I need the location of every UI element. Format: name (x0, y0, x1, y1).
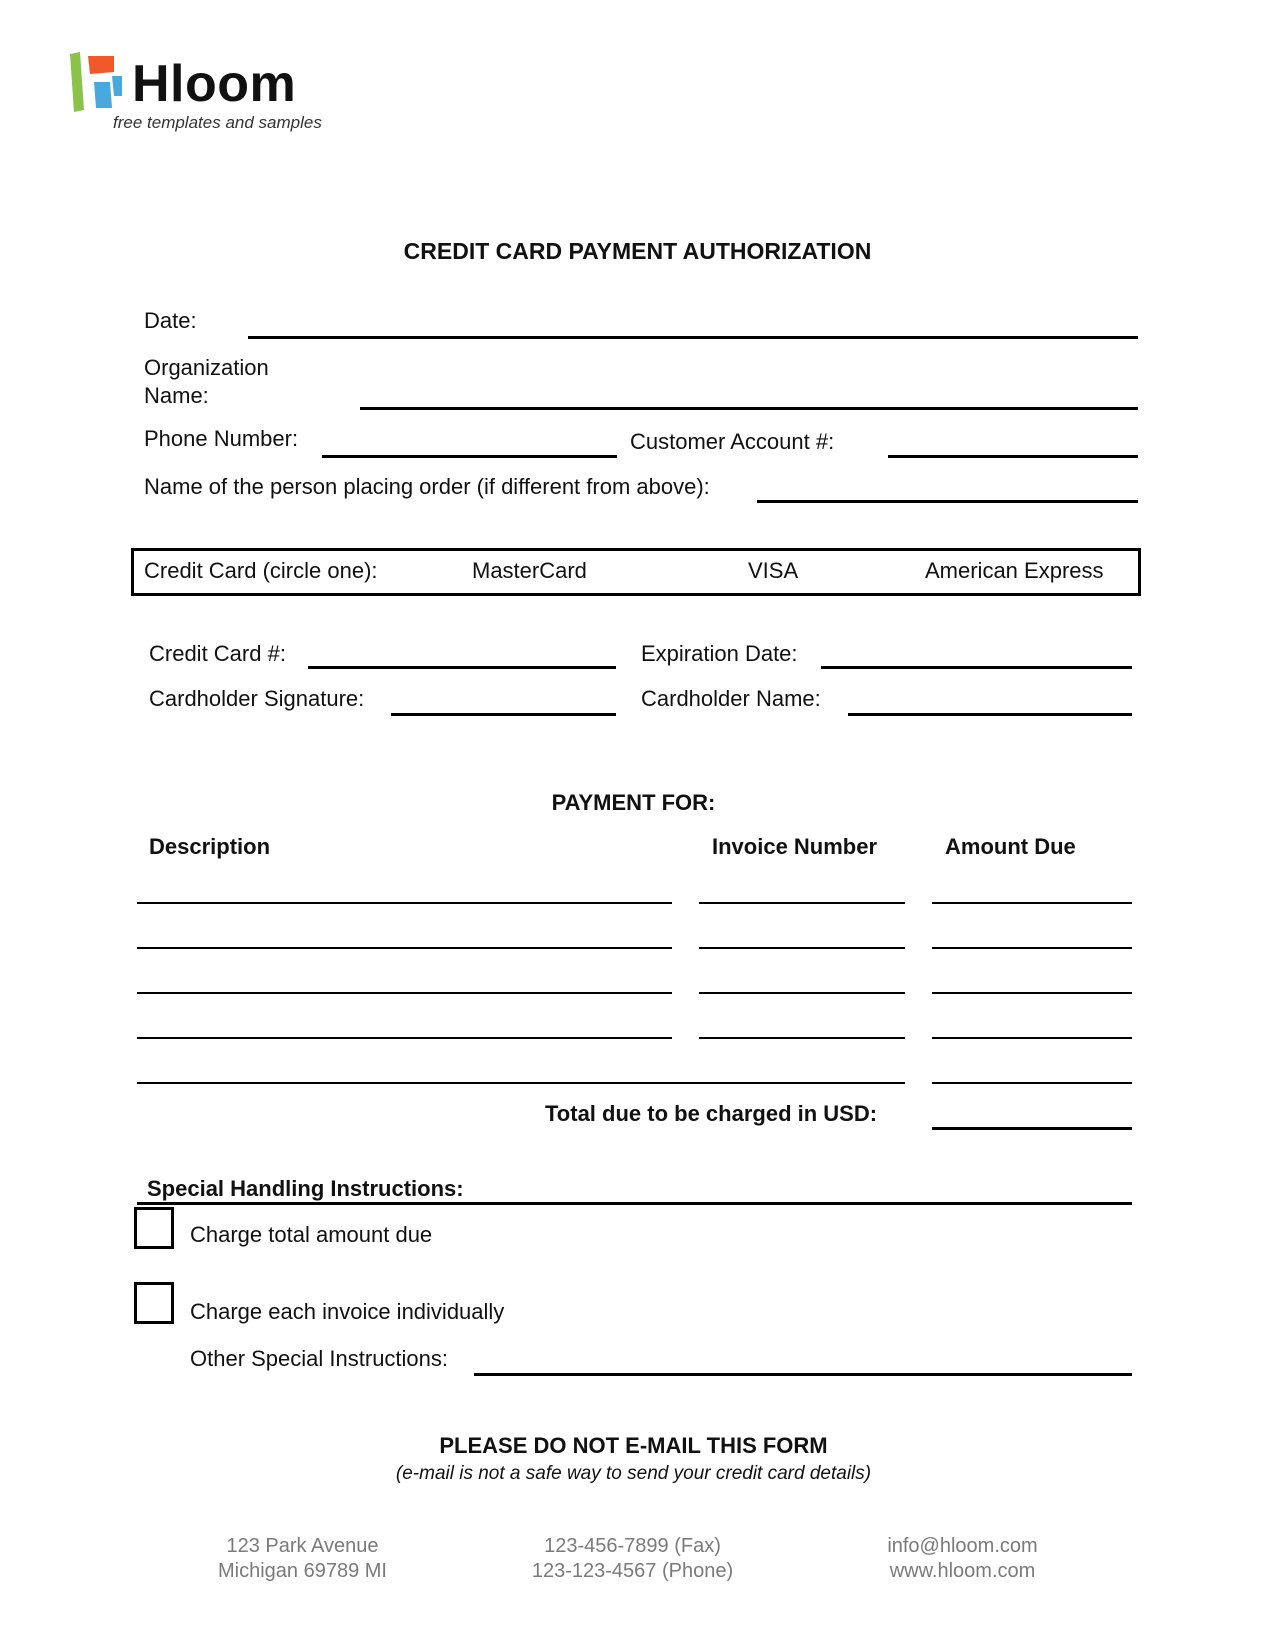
customer-account-label: Customer Account #: (630, 429, 835, 454)
footer-address (150, 1534, 455, 1584)
special-heading: Special Handling Instructions: (147, 1176, 464, 1201)
phone-field[interactable] (322, 455, 617, 458)
other-instructions-label: Other Special Instructions: (190, 1346, 449, 1371)
organization-label-line2: Name: (144, 383, 209, 408)
date-label: Date: (144, 308, 197, 333)
description-line-3[interactable] (137, 992, 672, 994)
total-label: Total due to be charged in USD: (545, 1101, 878, 1126)
charge-total-label: Charge total amount due (190, 1222, 433, 1247)
col-description: Description (149, 834, 271, 859)
special-heading-underline (137, 1202, 1132, 1205)
phone-label: Phone Number: (144, 426, 299, 451)
other-instructions-field[interactable] (474, 1373, 1132, 1376)
charge-each-checkbox[interactable] (134, 1282, 174, 1324)
expiration-field[interactable] (821, 666, 1132, 669)
footer-phone: 123-123-4567 (Phone) (531, 1560, 734, 1582)
footer-email[interactable]: info@hloom.com (887, 1535, 1038, 1557)
date-field[interactable] (248, 336, 1138, 339)
description-line-5[interactable] (137, 1082, 905, 1084)
footer-fax: 123-456-7899 (Fax) (544, 1535, 721, 1557)
cardholder-name-field[interactable] (848, 713, 1132, 716)
amount-line-4[interactable] (932, 1037, 1132, 1039)
charge-total-checkbox[interactable] (134, 1207, 174, 1249)
signature-field[interactable] (391, 713, 616, 716)
amount-line-2[interactable] (932, 947, 1132, 949)
footer-phones (480, 1534, 785, 1584)
footer-website[interactable]: www.hloom.com (889, 1560, 1036, 1582)
card-number-field[interactable] (308, 666, 616, 669)
logo-tagline: free templates and samples (113, 113, 322, 132)
total-field[interactable] (932, 1127, 1132, 1130)
description-line-4[interactable] (137, 1037, 672, 1039)
amount-line-1[interactable] (932, 902, 1132, 904)
organization-label-line1: Organization (144, 355, 269, 380)
card-option-visa[interactable]: VISA (748, 558, 799, 583)
footer-address-line2: Michigan 69789 MI (218, 1560, 387, 1582)
person-label: Name of the person placing order (if different from above): (144, 474, 710, 499)
logo-name: Hloom (132, 55, 297, 113)
logo (68, 50, 368, 140)
cardholder-name-label: Cardholder Name: (641, 686, 821, 711)
hloom-logo-icon (68, 52, 126, 112)
payment-heading: PAYMENT FOR: (551, 790, 716, 815)
col-amount-due: Amount Due (945, 834, 1076, 859)
description-line-1[interactable] (137, 902, 672, 904)
amount-line-5[interactable] (932, 1082, 1132, 1084)
notice-subtext: (e-mail is not a safe way to send your credit card details) (395, 1463, 872, 1484)
expiration-label: Expiration Date: (641, 641, 798, 666)
organization-field[interactable] (360, 407, 1138, 410)
signature-label: Cardholder Signature: (149, 686, 365, 711)
card-option-amex[interactable]: American Express (925, 558, 1104, 583)
customer-account-field[interactable] (888, 455, 1138, 458)
footer-contact (810, 1534, 1115, 1584)
invoice-line-2[interactable] (699, 947, 905, 949)
card-option-mastercard[interactable]: MasterCard (472, 558, 587, 583)
notice-heading: PLEASE DO NOT E-MAIL THIS FORM (439, 1433, 828, 1458)
footer-address-line1: 123 Park Avenue (226, 1535, 379, 1557)
invoice-line-4[interactable] (699, 1037, 905, 1039)
amount-line-3[interactable] (932, 992, 1132, 994)
card-number-label: Credit Card #: (149, 641, 286, 666)
charge-each-label: Charge each invoice individually (190, 1299, 505, 1324)
invoice-line-1[interactable] (699, 902, 905, 904)
card-type-label: Credit Card (circle one): (144, 558, 378, 583)
col-invoice-number: Invoice Number (712, 834, 878, 859)
description-line-2[interactable] (137, 947, 672, 949)
invoice-line-3[interactable] (699, 992, 905, 994)
page-title: CREDIT CARD PAYMENT AUTHORIZATION (403, 238, 872, 264)
person-field[interactable] (757, 500, 1138, 503)
